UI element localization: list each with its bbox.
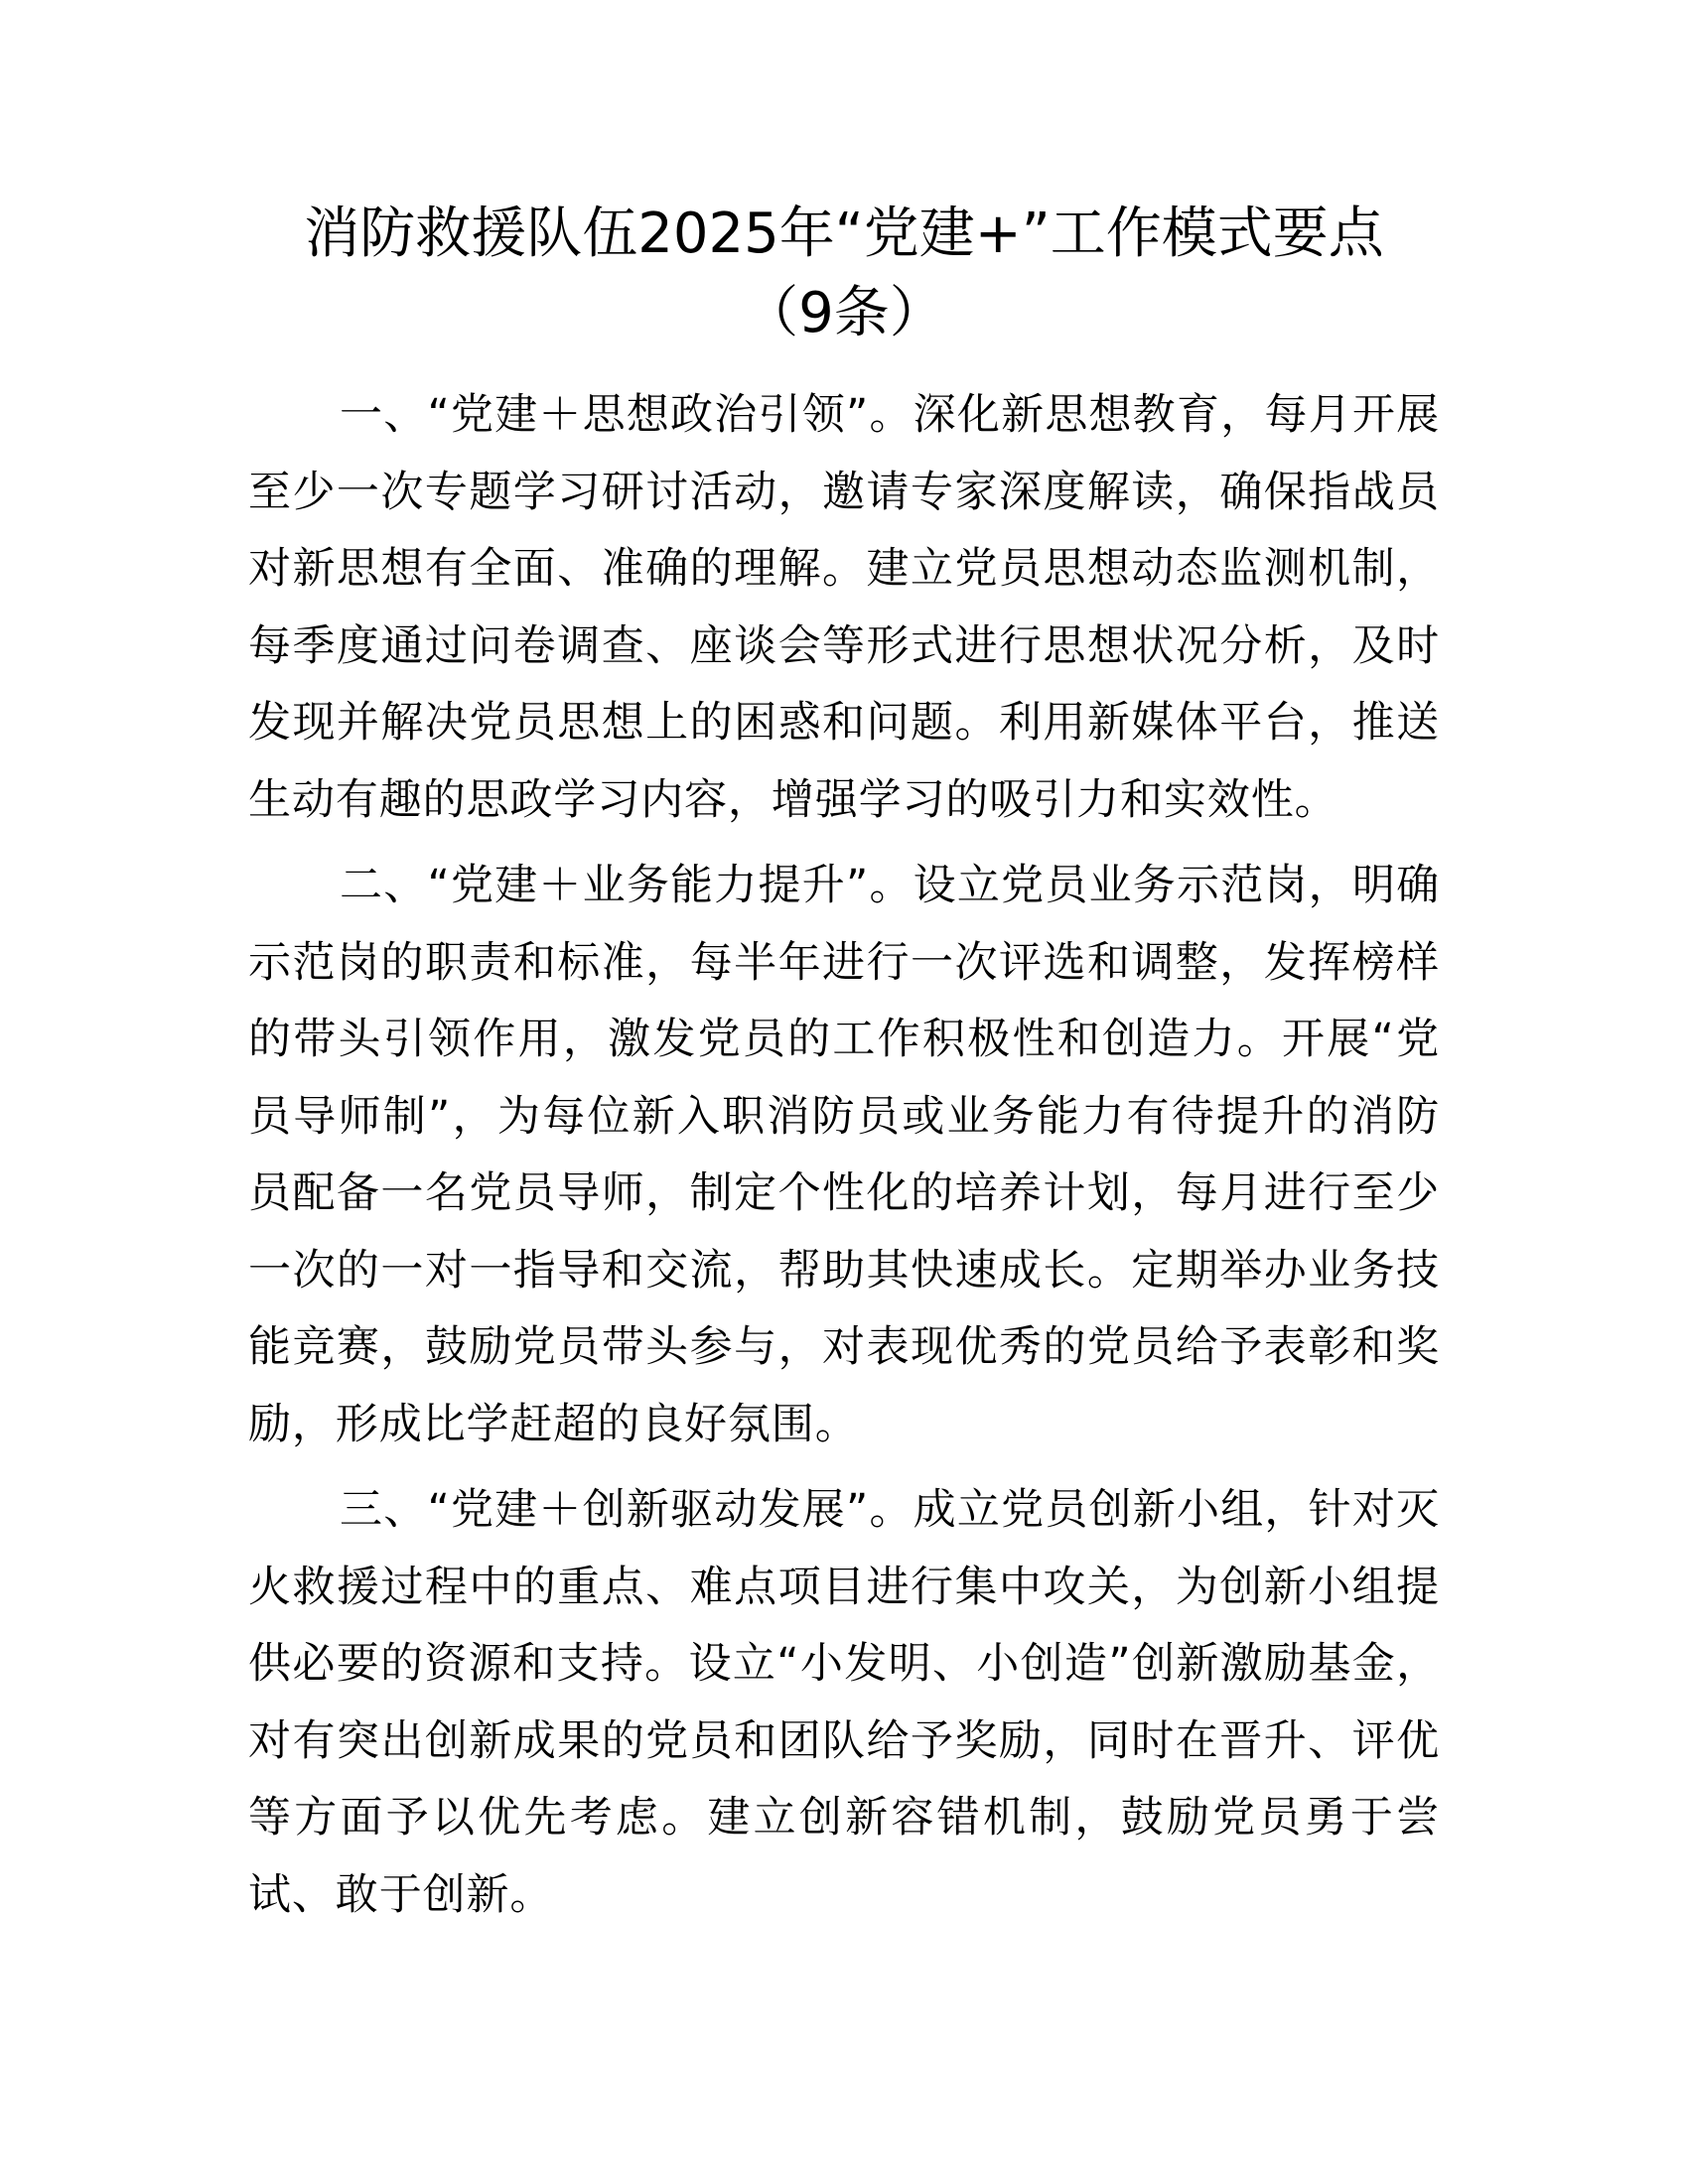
title-line-1: 消防救援队伍2025年“党建+”工作模式要点 — [304, 202, 1384, 266]
paragraph-3: 三、“党建＋创新驱动发展”。成立党员创新小组，针对灭火救援过程中的重点、难点项目进行集中攻关，为创新小组提供必要的资源和支持。设立“小发明、小创造”创新激励基金，对有突出创新成果的党员和团队给予奖励，同时在晋升、评优等方面予以优先考虑。建立创新容错机制，鼓励党员勇于尝试、敢于创新。 — [248, 1485, 1440, 1920]
document-body — [248, 377, 1440, 1943]
document-title — [199, 195, 1489, 353]
title-line-2: （9条） — [743, 281, 945, 345]
paragraph-1: 一、“党建＋思想政治引领”。深化新思想教育，每月开展至少一次专题学习研讨活动，邀请专家深度解读，确保指战员对新思想有全面、准确的理解。建立党员思想动态监测机制，每季度通过问卷调查、座谈会等形式进行思想状况分析，及时发现并解决党员思想上的困惑和问题。利用新媒体平台，推送生动有趣的思政学习内容，增强学习的吸引力和实效性。 — [248, 390, 1440, 825]
paragraph-2: 二、“党建＋业务能力提升”。设立党员业务示范岗，明确示范岗的职责和标准，每半年进行一次评选和调整，发挥榜样的带头引领作用，激发党员的工作积极性和创造力。开展“党员导师制”，为每位新入职消防员或业务能力有待提升的消防员配备一名党员导师，制定个性化的培养计划，每月进行至少一次的一对一指导和交流，帮助其快速成长。定期举办业务技能竞赛，鼓励党员带头参与，对表现优秀的党员给予表彰和奖励，形成比学赶超的良好氛围。 — [248, 861, 1440, 1449]
